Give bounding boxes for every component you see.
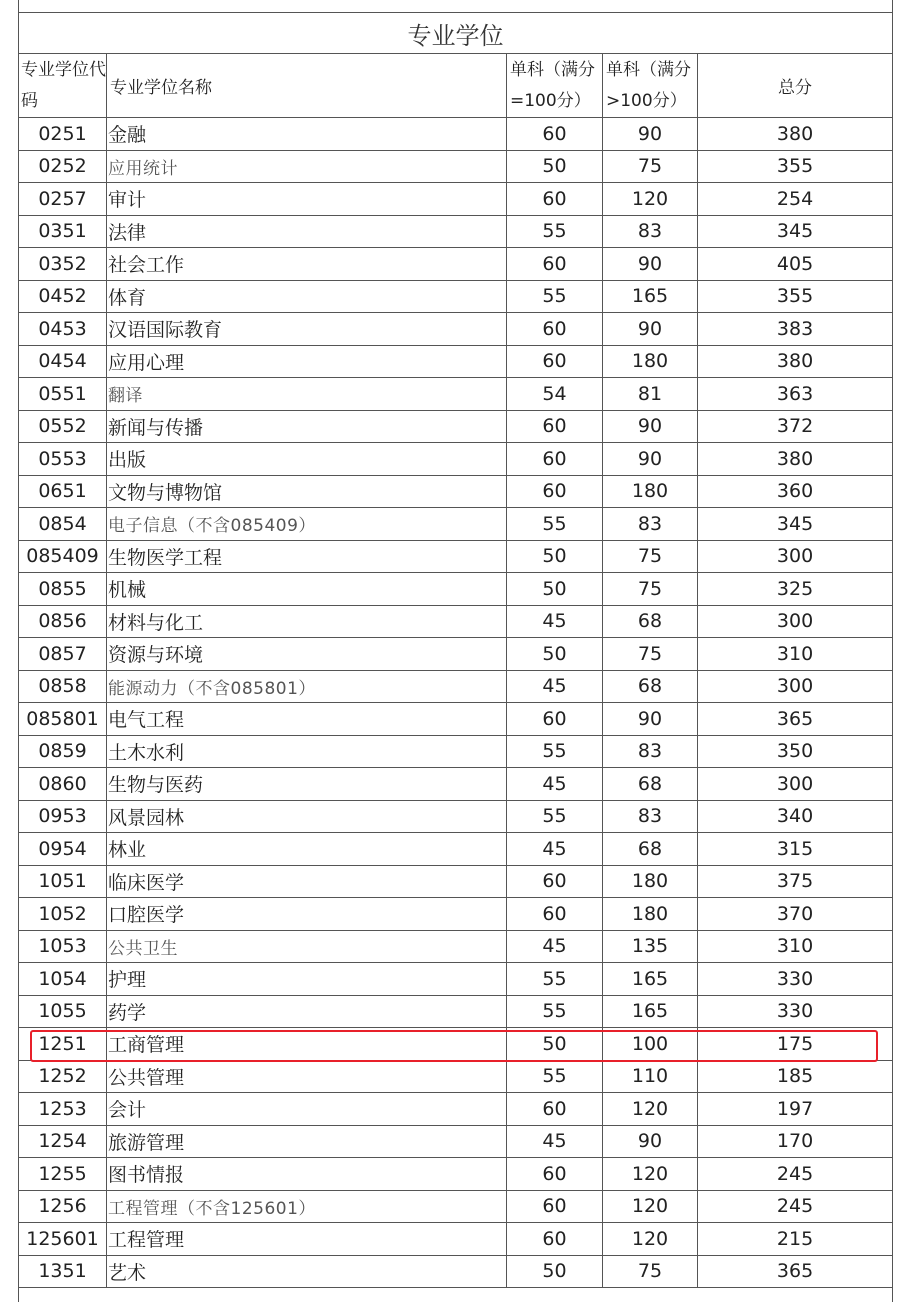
- row-total: 360: [698, 475, 893, 508]
- row-total: 300: [698, 605, 893, 638]
- row-name: 会计: [107, 1093, 507, 1126]
- row-single-100: 50: [507, 573, 603, 606]
- row-code: 085409: [19, 540, 107, 573]
- row-code: 1351: [19, 1255, 107, 1288]
- row-code: 0453: [19, 313, 107, 346]
- row-total: 365: [698, 1255, 893, 1288]
- row-code: 125601: [19, 1223, 107, 1256]
- row-single-100: 60: [507, 443, 603, 476]
- row-code: 1055: [19, 995, 107, 1028]
- table-row: [19, 930, 893, 963]
- row-single-100: 60: [507, 1223, 603, 1256]
- row-name: 图书情报: [107, 1158, 507, 1191]
- row-single-100: 60: [507, 475, 603, 508]
- row-single-100: 60: [507, 248, 603, 281]
- row-single-gt100: 75: [603, 573, 698, 606]
- row-name: 资源与环境: [107, 638, 507, 671]
- row-single-100: 45: [507, 833, 603, 866]
- table-row: [19, 443, 893, 476]
- row-total: 363: [698, 378, 893, 411]
- row-total: 310: [698, 638, 893, 671]
- table-row: [19, 215, 893, 248]
- row-single-100: 60: [507, 313, 603, 346]
- table-row: [19, 573, 893, 606]
- row-total: 380: [698, 443, 893, 476]
- row-total: 175: [698, 1028, 893, 1061]
- row-single-gt100: 180: [603, 345, 698, 378]
- table-row: [19, 540, 893, 573]
- row-total: 340: [698, 800, 893, 833]
- table-row: [19, 508, 893, 541]
- row-total: 383: [698, 313, 893, 346]
- score-table-container: [18, 0, 892, 1299]
- row-code: 1251: [19, 1028, 107, 1061]
- row-single-100: 55: [507, 963, 603, 996]
- row-code: 0854: [19, 508, 107, 541]
- table-row: [19, 475, 893, 508]
- row-name: 生物医学工程: [107, 540, 507, 573]
- row-single-100: 55: [507, 508, 603, 541]
- row-single-gt100: 90: [603, 443, 698, 476]
- row-total: 370: [698, 898, 893, 931]
- header-single-gt100: 单科（满分>100分）: [603, 54, 698, 118]
- row-single-100: 55: [507, 800, 603, 833]
- row-name: 口腔医学: [107, 898, 507, 931]
- table-row: [19, 345, 893, 378]
- row-name: 翻译: [107, 378, 507, 411]
- row-single-100: 50: [507, 540, 603, 573]
- row-single-gt100: 165: [603, 963, 698, 996]
- row-single-gt100: 68: [603, 670, 698, 703]
- row-total: 365: [698, 703, 893, 736]
- row-single-gt100: 90: [603, 703, 698, 736]
- row-single-100: 60: [507, 898, 603, 931]
- table-title-row: [19, 13, 893, 54]
- row-total: 350: [698, 735, 893, 768]
- row-code: 0251: [19, 118, 107, 151]
- row-name: 药学: [107, 995, 507, 1028]
- row-code: 0352: [19, 248, 107, 281]
- row-total: 330: [698, 963, 893, 996]
- row-total: 405: [698, 248, 893, 281]
- row-code: 0454: [19, 345, 107, 378]
- table-row: [19, 1158, 893, 1191]
- row-total: 372: [698, 410, 893, 443]
- table-row: [19, 1028, 893, 1061]
- row-single-gt100: 110: [603, 1060, 698, 1093]
- table-row: [19, 150, 893, 183]
- table-title: 专业学位: [19, 13, 893, 54]
- header-code: 专业学位代码: [19, 54, 107, 118]
- row-total: 330: [698, 995, 893, 1028]
- row-code: 0452: [19, 280, 107, 313]
- table-row: [19, 1060, 893, 1093]
- table-row: [19, 800, 893, 833]
- table-row: [19, 118, 893, 151]
- row-code: 0859: [19, 735, 107, 768]
- row-code: 1254: [19, 1125, 107, 1158]
- row-total: 300: [698, 768, 893, 801]
- row-single-gt100: 180: [603, 475, 698, 508]
- row-single-100: 60: [507, 1158, 603, 1191]
- table-row: [19, 378, 893, 411]
- row-single-gt100: 180: [603, 898, 698, 931]
- row-name: 艺术: [107, 1255, 507, 1288]
- row-total: 170: [698, 1125, 893, 1158]
- table-row: [19, 280, 893, 313]
- row-total: 300: [698, 540, 893, 573]
- row-single-gt100: 75: [603, 540, 698, 573]
- top-strip: [19, 0, 893, 13]
- row-name: 体育: [107, 280, 507, 313]
- row-code: 0954: [19, 833, 107, 866]
- row-name: 土木水利: [107, 735, 507, 768]
- row-name: 新闻与传播: [107, 410, 507, 443]
- row-total: 345: [698, 508, 893, 541]
- row-single-gt100: 83: [603, 735, 698, 768]
- table-row: [19, 410, 893, 443]
- table-row: [19, 1125, 893, 1158]
- row-name: 电气工程: [107, 703, 507, 736]
- row-total: 215: [698, 1223, 893, 1256]
- bottom-strip: [19, 1288, 893, 1302]
- row-code: 0856: [19, 605, 107, 638]
- row-total: 380: [698, 345, 893, 378]
- row-single-100: 50: [507, 1028, 603, 1061]
- row-single-100: 60: [507, 1093, 603, 1126]
- table-row: [19, 1093, 893, 1126]
- row-single-gt100: 68: [603, 605, 698, 638]
- row-single-gt100: 90: [603, 313, 698, 346]
- row-code: 1253: [19, 1093, 107, 1126]
- row-single-gt100: 120: [603, 1158, 698, 1191]
- row-total: 245: [698, 1158, 893, 1191]
- row-code: 1255: [19, 1158, 107, 1191]
- row-code: 0252: [19, 150, 107, 183]
- table-row: [19, 963, 893, 996]
- table-row: [19, 248, 893, 281]
- row-single-gt100: 75: [603, 150, 698, 183]
- row-single-100: 60: [507, 1190, 603, 1223]
- row-code: 0953: [19, 800, 107, 833]
- row-code: 0552: [19, 410, 107, 443]
- score-table: [18, 0, 893, 1302]
- row-name: 工程管理: [107, 1223, 507, 1256]
- row-single-100: 45: [507, 670, 603, 703]
- row-single-100: 45: [507, 930, 603, 963]
- row-single-100: 60: [507, 345, 603, 378]
- row-code: 0553: [19, 443, 107, 476]
- row-total: 355: [698, 280, 893, 313]
- row-code: 0257: [19, 183, 107, 216]
- row-name: 出版: [107, 443, 507, 476]
- row-name: 应用统计: [107, 150, 507, 183]
- row-name: 材料与化工: [107, 605, 507, 638]
- row-name: 应用心理: [107, 345, 507, 378]
- row-total: 345: [698, 215, 893, 248]
- row-single-100: 45: [507, 1125, 603, 1158]
- row-single-gt100: 75: [603, 638, 698, 671]
- row-single-100: 50: [507, 638, 603, 671]
- table-row: [19, 1223, 893, 1256]
- row-name: 电子信息（不含085409）: [107, 508, 507, 541]
- row-total: 380: [698, 118, 893, 151]
- row-single-gt100: 165: [603, 280, 698, 313]
- row-single-100: 60: [507, 183, 603, 216]
- row-name: 法律: [107, 215, 507, 248]
- row-single-gt100: 68: [603, 768, 698, 801]
- row-name: 审计: [107, 183, 507, 216]
- table-row: [19, 313, 893, 346]
- row-total: 300: [698, 670, 893, 703]
- table-row: [19, 833, 893, 866]
- row-single-100: 50: [507, 1255, 603, 1288]
- table-row: [19, 735, 893, 768]
- row-single-gt100: 68: [603, 833, 698, 866]
- row-name: 工程管理（不含125601）: [107, 1190, 507, 1223]
- row-single-100: 50: [507, 150, 603, 183]
- row-single-100: 60: [507, 118, 603, 151]
- row-code: 0351: [19, 215, 107, 248]
- row-code: 0651: [19, 475, 107, 508]
- row-name: 工商管理: [107, 1028, 507, 1061]
- row-single-100: 45: [507, 768, 603, 801]
- row-code: 1053: [19, 930, 107, 963]
- row-name: 生物与医药: [107, 768, 507, 801]
- row-single-100: 60: [507, 865, 603, 898]
- row-single-100: 55: [507, 280, 603, 313]
- row-single-gt100: 165: [603, 995, 698, 1028]
- row-total: 315: [698, 833, 893, 866]
- row-code: 1252: [19, 1060, 107, 1093]
- table-row: [19, 183, 893, 216]
- row-single-gt100: 90: [603, 118, 698, 151]
- row-code: 085801: [19, 703, 107, 736]
- row-single-gt100: 120: [603, 1190, 698, 1223]
- row-name: 公共卫生: [107, 930, 507, 963]
- row-name: 旅游管理: [107, 1125, 507, 1158]
- row-total: 310: [698, 930, 893, 963]
- row-code: 1051: [19, 865, 107, 898]
- row-single-gt100: 90: [603, 1125, 698, 1158]
- row-single-100: 55: [507, 995, 603, 1028]
- row-name: 汉语国际教育: [107, 313, 507, 346]
- row-code: 1256: [19, 1190, 107, 1223]
- row-name: 金融: [107, 118, 507, 151]
- row-single-gt100: 83: [603, 508, 698, 541]
- header-row: [19, 54, 893, 118]
- row-single-gt100: 120: [603, 1223, 698, 1256]
- table-row: [19, 865, 893, 898]
- header-name: 专业学位名称: [107, 54, 507, 118]
- row-single-gt100: 81: [603, 378, 698, 411]
- row-single-gt100: 120: [603, 1093, 698, 1126]
- row-code: 0857: [19, 638, 107, 671]
- row-single-gt100: 90: [603, 248, 698, 281]
- row-single-gt100: 100: [603, 1028, 698, 1061]
- row-single-gt100: 135: [603, 930, 698, 963]
- row-single-100: 60: [507, 703, 603, 736]
- row-name: 文物与博物馆: [107, 475, 507, 508]
- row-code: 0551: [19, 378, 107, 411]
- row-single-100: 45: [507, 605, 603, 638]
- row-code: 1052: [19, 898, 107, 931]
- row-total: 325: [698, 573, 893, 606]
- table-row: [19, 1190, 893, 1223]
- row-total: 375: [698, 865, 893, 898]
- row-single-gt100: 180: [603, 865, 698, 898]
- row-name: 风景园林: [107, 800, 507, 833]
- row-name: 机械: [107, 573, 507, 606]
- header-total: 总分: [698, 54, 893, 118]
- row-name: 公共管理: [107, 1060, 507, 1093]
- row-single-100: 55: [507, 1060, 603, 1093]
- row-single-gt100: 120: [603, 183, 698, 216]
- row-single-100: 55: [507, 735, 603, 768]
- table-row: [19, 670, 893, 703]
- row-single-100: 60: [507, 410, 603, 443]
- row-total: 197: [698, 1093, 893, 1126]
- row-code: 1054: [19, 963, 107, 996]
- row-single-gt100: 83: [603, 215, 698, 248]
- row-code: 0860: [19, 768, 107, 801]
- table-row: [19, 1255, 893, 1288]
- row-single-gt100: 83: [603, 800, 698, 833]
- row-single-gt100: 75: [603, 1255, 698, 1288]
- row-single-gt100: 90: [603, 410, 698, 443]
- table-row: [19, 768, 893, 801]
- row-single-100: 54: [507, 378, 603, 411]
- row-code: 0855: [19, 573, 107, 606]
- row-code: 0858: [19, 670, 107, 703]
- header-single-100: 单科（满分=100分）: [507, 54, 603, 118]
- row-total: 245: [698, 1190, 893, 1223]
- row-total: 254: [698, 183, 893, 216]
- table-row: [19, 638, 893, 671]
- row-total: 355: [698, 150, 893, 183]
- table-row: [19, 898, 893, 931]
- row-name: 林业: [107, 833, 507, 866]
- table-row: [19, 605, 893, 638]
- table-row: [19, 995, 893, 1028]
- row-total: 185: [698, 1060, 893, 1093]
- row-name: 护理: [107, 963, 507, 996]
- row-single-100: 55: [507, 215, 603, 248]
- row-name: 临床医学: [107, 865, 507, 898]
- row-name: 社会工作: [107, 248, 507, 281]
- row-name: 能源动力（不含085801）: [107, 670, 507, 703]
- table-row: [19, 703, 893, 736]
